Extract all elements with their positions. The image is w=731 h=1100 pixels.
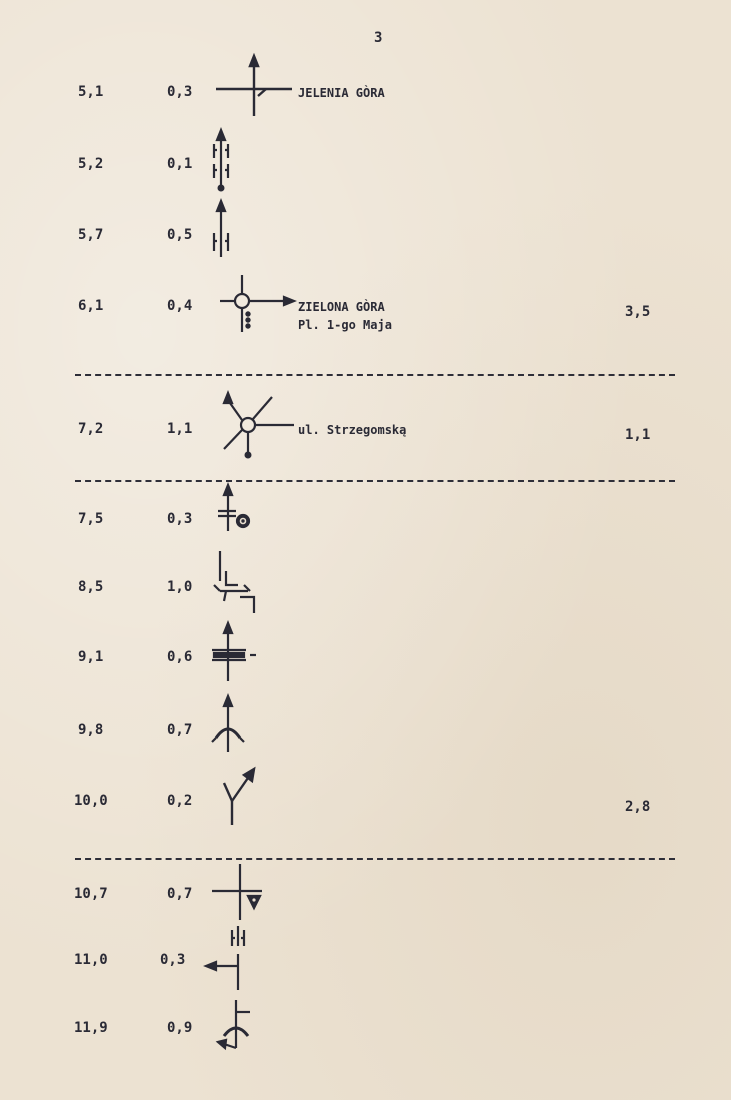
route-row [0, 511, 731, 571]
distance-value: 0,3 [160, 952, 186, 968]
km-value: 8,5 [78, 579, 104, 595]
distance-value: 0,9 [167, 1020, 193, 1036]
fork-icon [210, 765, 300, 831]
distance-value: 0,3 [167, 84, 193, 100]
km-value: 9,8 [78, 722, 104, 738]
route-row [0, 952, 731, 1012]
bridge-two-way-icon [210, 128, 300, 194]
distance-value: 0,3 [167, 511, 193, 527]
section-divider [75, 374, 675, 376]
section-divider [75, 858, 675, 860]
km-value: 7,5 [78, 511, 104, 527]
route-row [0, 579, 731, 639]
left-turn-bridge-icon [210, 924, 300, 990]
viaduct-icon [210, 694, 300, 760]
km-value: 5,7 [78, 227, 104, 243]
distance-value: 0,7 [167, 886, 193, 902]
distance-value: 1,1 [167, 421, 193, 437]
route-row [0, 1020, 731, 1080]
crossing-circle-icon [210, 483, 300, 549]
route-row [0, 84, 731, 144]
km-value: 11,9 [74, 1020, 108, 1036]
route-row [0, 793, 731, 853]
subtotal-value: 1,1 [625, 427, 651, 443]
subtotal-value: 3,5 [625, 304, 651, 320]
km-value: 10,7 [74, 886, 108, 902]
bridge-icon [210, 199, 300, 265]
route-row [0, 421, 731, 481]
km-value: 9,1 [78, 649, 104, 665]
crossroads-fuel-icon [210, 858, 300, 924]
distance-value: 0,4 [167, 298, 193, 314]
route-row [0, 649, 731, 709]
place-label: ZIELONA GÒRA Pl. 1-go Maja [298, 300, 392, 332]
route-row [0, 156, 731, 216]
km-value: 10,0 [74, 793, 108, 809]
distance-value: 0,6 [167, 649, 193, 665]
distance-value: 0,2 [167, 793, 193, 809]
roundabout-multi-icon [210, 393, 300, 459]
page-number: 3 [374, 30, 383, 46]
railway-crossing-icon [210, 621, 300, 687]
distance-value: 0,1 [167, 156, 193, 172]
section-divider [75, 480, 675, 482]
km-value: 11,0 [74, 952, 108, 968]
distance-value: 1,0 [167, 579, 193, 595]
subtotal-value: 2,8 [625, 799, 651, 815]
route-row [0, 298, 731, 358]
route-row [0, 722, 731, 782]
route-row [0, 227, 731, 287]
distance-value: 0,5 [167, 227, 193, 243]
railway-underpass-icon [210, 551, 300, 617]
roundabout-right-icon [210, 270, 300, 336]
km-value: 5,1 [78, 84, 104, 100]
crossroads-arrow-up-icon [210, 56, 300, 122]
route-row [0, 886, 731, 946]
km-value: 7,2 [78, 421, 104, 437]
viaduct-turn-icon [210, 992, 300, 1058]
km-value: 5,2 [78, 156, 104, 172]
place-label: ul. Strzegomską [298, 423, 407, 437]
distance-value: 0,7 [167, 722, 193, 738]
place-label: JELENIA GÒRA [298, 86, 385, 100]
km-value: 6,1 [78, 298, 104, 314]
